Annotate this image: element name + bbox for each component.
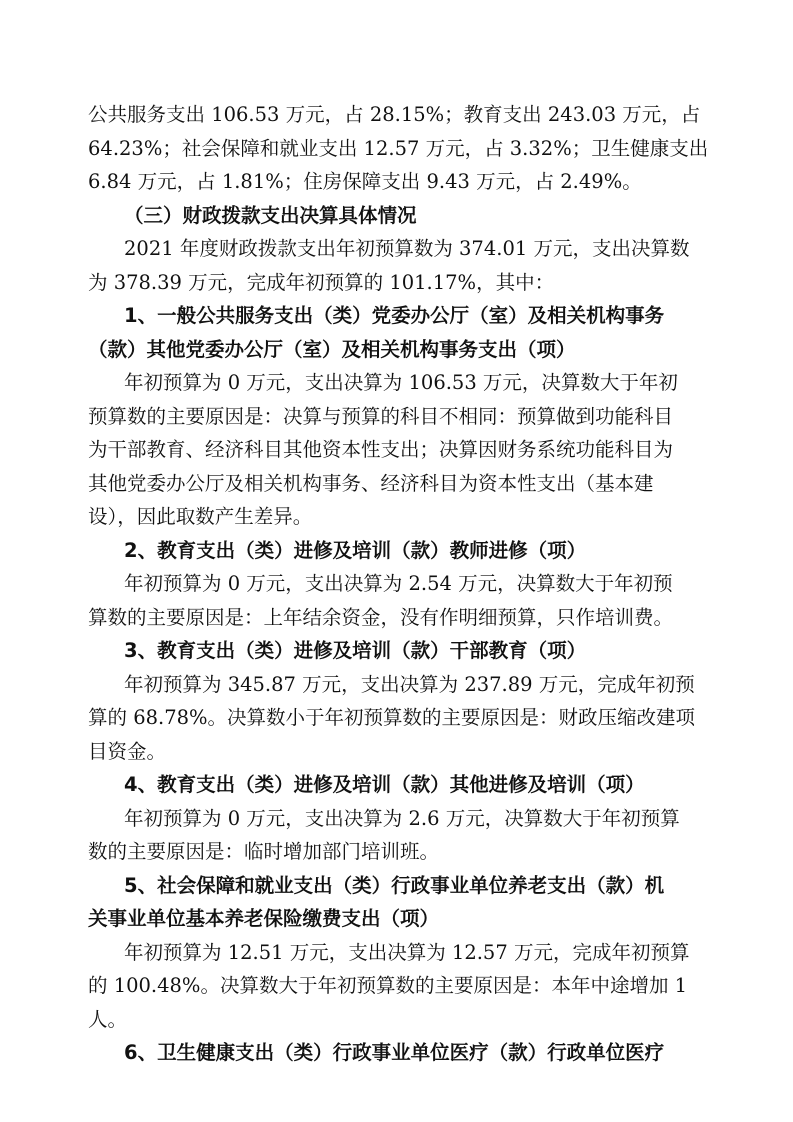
body-line: 为干部教育、经济科目其他资本性支出；决算因财务系统功能科目为 <box>88 438 674 461</box>
item-heading: 2、教育支出（类）进修及培训（款）教师进修（项） <box>124 538 587 562</box>
body-line: 6.84 万元，占 1.81%；住房保障支出 9.43 万元，占 2.49%。 <box>88 170 642 193</box>
body-line: 人。 <box>88 1007 128 1031</box>
item-heading: （款）其他党委办公厅（室）及相关机构事务支出（项） <box>88 337 576 361</box>
body-line: 其他党委办公厅及相关机构事务、经济科目为资本性支出（基本建 <box>88 471 654 495</box>
body-line: 算数的主要原因是：上年结余资金，没有作明细预算，只作培训费。 <box>88 605 674 629</box>
body-line: 数的主要原因是：临时增加部门培训班。 <box>88 840 440 863</box>
body-line: 算的 68.78%。决算数小于年初预算数的主要原因是：财政压缩改建项 <box>88 706 696 729</box>
body-line: 目资金。 <box>88 739 167 763</box>
body-line: 预算数的主要原因是：决算与预算的科目不相同：预算做到功能科目 <box>88 404 674 428</box>
section-heading: （三）财政拨款支出决算具体情况 <box>124 203 417 227</box>
body-line: 64.23%；社会保障和就业支出 12.57 万元，占 3.32%；卫生健康支出 <box>88 136 709 160</box>
body-line: 公共服务支出 106.53 万元，占 28.15%；教育支出 243.03 万元，占 <box>88 103 701 126</box>
body-line: 年初预算为 0 万元，支出决算为 2.6 万元，决算数大于年初预算 <box>124 806 680 830</box>
item-heading: 6、卫生健康支出（类）行政事业单位医疗（款）行政单位医疗 <box>124 1041 665 1064</box>
body-line: 年初预算为 12.51 万元，支出决算为 12.57 万元，完成年初预算 <box>124 940 690 964</box>
body-line: 2021 年度财政拨款支出年初预算数为 374.01 万元，支出决算数 <box>124 237 690 260</box>
item-heading: 5、社会保障和就业支出（类）行政事业单位养老支出（款）机 <box>124 873 665 897</box>
item-heading: 4、教育支出（类）进修及培训（款）其他进修及培训（项） <box>124 773 645 796</box>
body-line: 年初预算为 345.87 万元，支出决算为 237.89 万元，完成年初预 <box>124 672 695 696</box>
document-body <box>88 98 728 1070</box>
item-heading: 1、一般公共服务支出（类）党委办公厅（室）及相关机构事务 <box>124 304 665 327</box>
item-heading: 3、教育支出（类）进修及培训（款）干部教育（项） <box>124 639 587 662</box>
body-line: 年初预算为 0 万元，支出决算为 2.54 万元，决算数大于年初预 <box>124 572 673 595</box>
item-heading: 关事业单位基本养老保险缴费支出（项） <box>88 907 440 930</box>
body-line: 年初预算为 0 万元，支出决算为 106.53 万元，决算数大于年初 <box>124 371 678 394</box>
body-line: 设），因此取数产生差异。 <box>88 505 313 528</box>
body-line: 为 378.39 万元，完成年初预算的 101.17%，其中： <box>88 270 555 294</box>
body-line: 的 100.48%。决算数大于年初预算数的主要原因是：本年中途增加 1 <box>88 974 688 997</box>
